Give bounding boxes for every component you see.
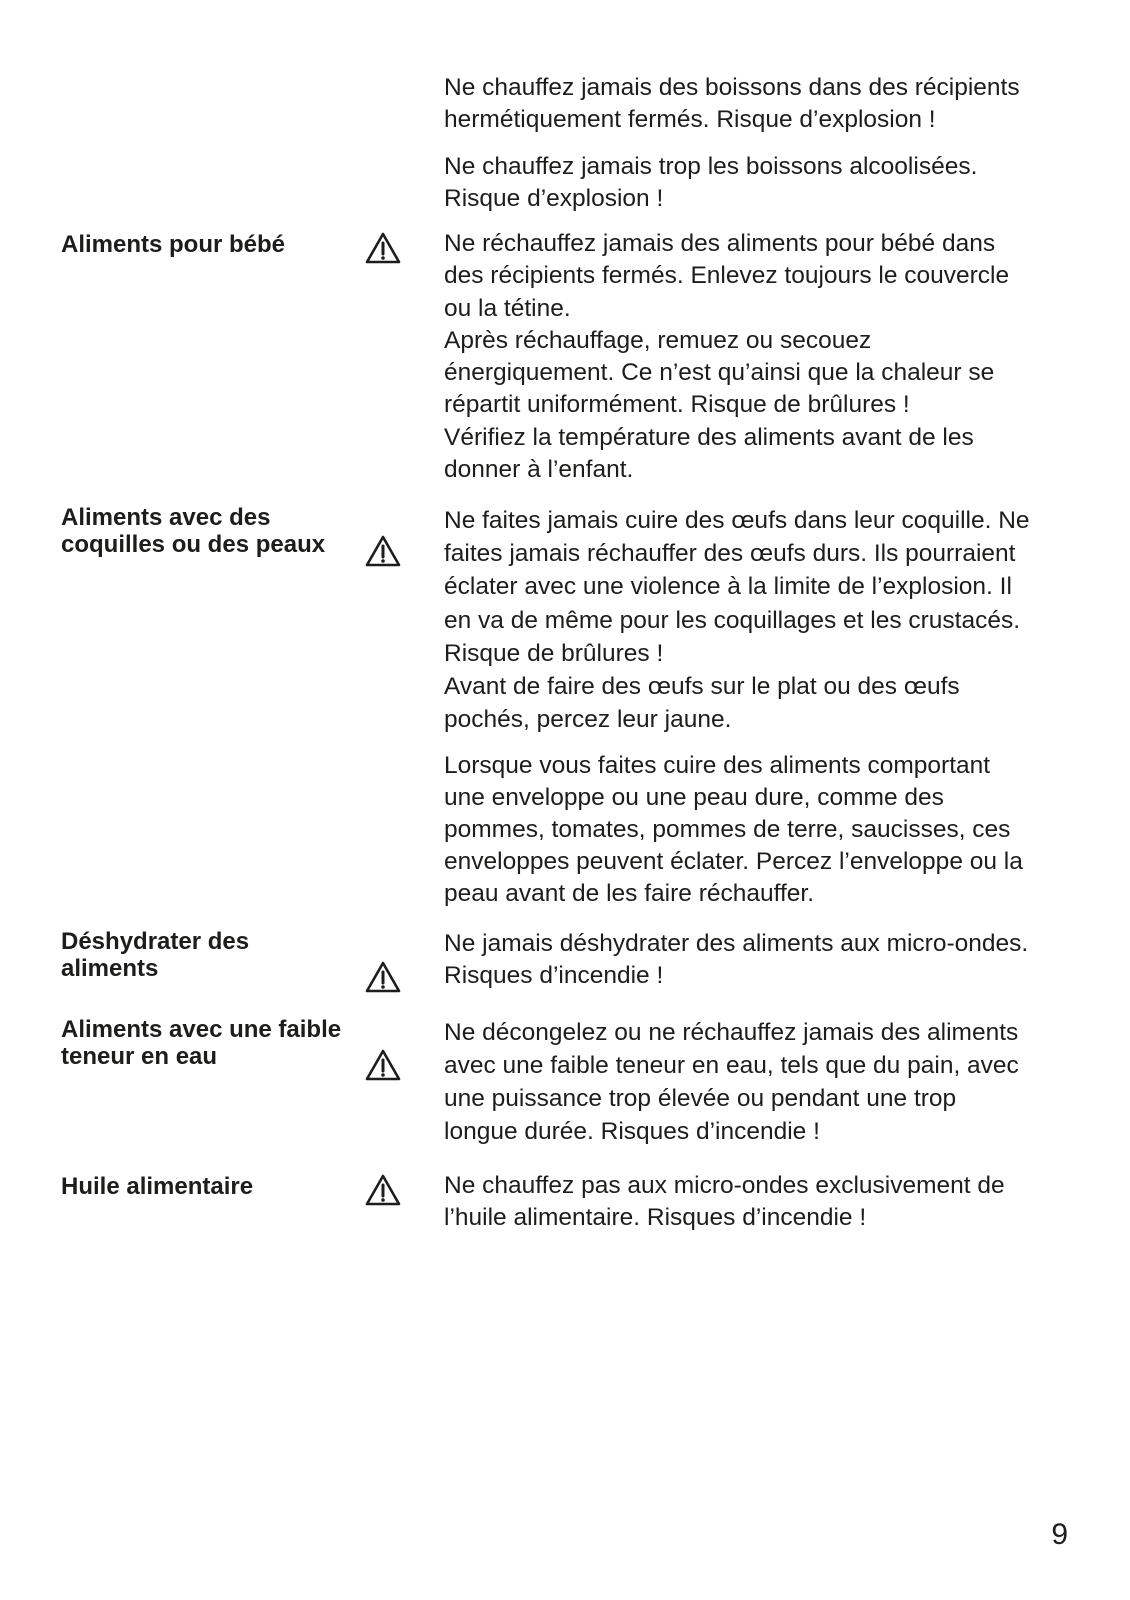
section-body (444, 72, 1094, 215)
text-line: Ne faites jamais cuire des œufs dans leur coquille. Ne (444, 507, 1030, 534)
section-body (444, 504, 1094, 910)
section-body (444, 1016, 1094, 1148)
text-line: Risque de brûlures ! (444, 639, 664, 667)
text-line: une puissance trop élevée ou pendant une trop (444, 1085, 957, 1112)
text-line: éclater avec une violence à la limite de l’explosion. Il (444, 573, 1012, 601)
text-line: peau avant de les faire réchauffer. (444, 880, 815, 908)
heading-line: Huile alimentaire (61, 1173, 254, 1200)
paragraph (444, 1016, 1094, 1148)
text-line: longue durée. Risques d’incendie ! (444, 1118, 820, 1145)
section-body (444, 228, 1094, 486)
text-line: l’huile alimentaire. Risques d’incendie ! (444, 1204, 867, 1232)
heading-line: Aliments avec une faible (61, 1016, 342, 1043)
text-line: une enveloppe ou une peau dure, comme des (444, 784, 944, 812)
text-line: Ne chauffez pas aux micro-ondes exclusivement de (444, 1172, 1005, 1199)
paragraph (444, 750, 1094, 910)
heading-line: coquilles ou des peaux (61, 531, 326, 558)
text-line: donner à l’enfant. (444, 456, 634, 484)
text-line: des récipients fermés. Enlevez toujours le couvercle (444, 262, 1010, 290)
section-body (444, 1170, 1094, 1235)
section-heading (61, 504, 371, 558)
text-line: répartit uniformément. Risque de brûlures ! (444, 391, 910, 419)
text-line: énergiquement. Ce n’est qu’ainsi que la chaleur se (444, 359, 995, 387)
paragraph (444, 928, 1094, 993)
page-number: 9 (1051, 1518, 1068, 1551)
text-line: Ne réchauffez jamais des aliments pour bébé dans (444, 230, 996, 257)
text-line: enveloppes peuvent éclater. Percez l’enveloppe ou la (444, 848, 1023, 876)
warning-triangle-icon (364, 1048, 402, 1082)
section-heading (61, 1016, 371, 1070)
text-line: Ne chauffez jamais trop les boissons alcoolisées. (444, 152, 978, 180)
section-body (444, 928, 1094, 993)
text-line: faites jamais réchauffer des œufs durs. Ils pourraient (444, 540, 1016, 568)
paragraph (444, 72, 1094, 137)
heading-line: aliments (61, 955, 159, 982)
warning-triangle-icon (364, 534, 402, 568)
paragraph (444, 151, 1094, 216)
paragraph (444, 504, 1094, 736)
section-heading (61, 928, 371, 982)
text-line: Avant de faire des œufs sur le plat ou des œufs (444, 673, 960, 701)
text-line: Risques d’incendie ! (444, 962, 664, 990)
heading-line: Aliments avec des (61, 504, 271, 531)
text-line: pochés, percez leur jaune. (444, 706, 732, 734)
text-line: Vérifiez la température des aliments avant de les (444, 423, 974, 451)
text-line: Ne jamais déshydrater des aliments aux micro-ondes. (444, 930, 1029, 957)
text-line: avec une faible teneur en eau, tels que du pain, avec (444, 1052, 1019, 1079)
text-line: Ne chauffez jamais des boissons dans des récipients (444, 74, 1020, 101)
heading-line: Déshydrater des (61, 928, 250, 955)
text-line: hermétiquement fermés. Risque d’explosion ! (444, 106, 936, 134)
text-line: Risque d’explosion ! (444, 184, 664, 212)
text-line: Lorsque vous faites cuire des aliments comportant (444, 752, 991, 780)
text-line: Ne décongelez ou ne réchauffez jamais des aliments (444, 1019, 1019, 1046)
text-line: en va de même pour les coquillages et les crustacés. (444, 606, 1021, 634)
text-line: Après réchauffage, remuez ou secouez (444, 326, 872, 354)
heading-line: teneur en eau (61, 1043, 218, 1070)
warning-triangle-icon (364, 231, 402, 265)
section-heading (61, 231, 371, 258)
warning-triangle-icon (364, 1173, 402, 1207)
paragraph (444, 1170, 1094, 1235)
text-line: pommes, tomates, pommes de terre, saucisses, ces (444, 816, 1011, 844)
section-heading (61, 1173, 371, 1200)
text-line: ou la tétine. (444, 294, 571, 322)
paragraph (444, 228, 1094, 486)
heading-line: Aliments pour bébé (61, 231, 286, 258)
warning-triangle-icon (364, 960, 402, 994)
